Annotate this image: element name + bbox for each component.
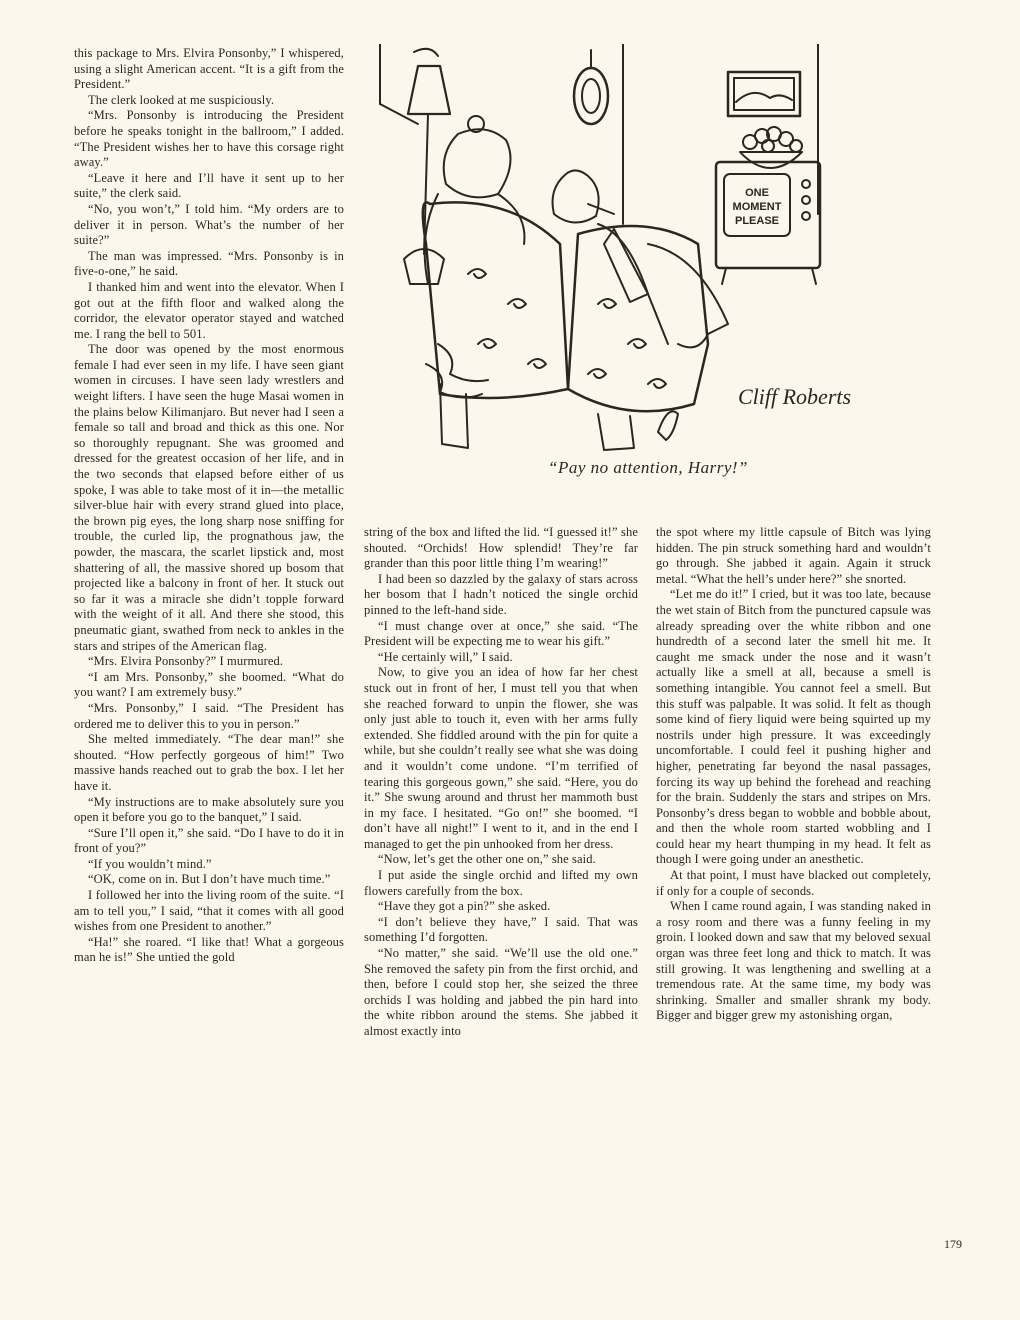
- paragraph: “I am Mrs. Ponsonby,” she boomed. “What do you want? I am extremely busy.”: [74, 669, 344, 700]
- paragraph: When I came round again, I was standing naked in a rosy room and there was a funny feeling in my groin. I looked down and saw that my beloved sexual organ was three feet long and thick to match. It was still growing. It was lengthening and swelling at a tremendous rate. At the same time, my body was shrinking. Smaller and smaller shrank my body. Bigger and bigger grew my astonishing organ,: [656, 899, 931, 1023]
- paragraph: “Now, let’s get the other one on,” she said.: [378, 852, 596, 867]
- cartoon-illustration: [378, 44, 864, 464]
- paragraph: “I must change over at once,” she said. “The President will be expecting me to wear his gift.”: [364, 618, 638, 649]
- tv-screen-line-3: PLEASE: [734, 215, 780, 227]
- paragraph: She melted immediately. “The dear man!” she shouted. “How perfectly gorgeous of him!” Two massive hands reached out to grab the box. I let her have it.: [74, 732, 344, 793]
- paragraph: Now, to give you an idea of how far her chest stuck out in front of her, I must tell you that when she reached forward to unpin the flower, she was only just able to touch it, even with her arms fully extended. She fiddled around with the pin for quite a while, but she couldn’t really see what she was doing and it wouldn’t come undone. “I’m terrified of tearing this gorgeous gown,” she said. “Here, you do it.” She swung around and thrust her mammoth bust in my face. I hesitated. “Go on!” she boomed. “I don’t have all night!” I went to it, and in the end I managed to get the pin unhooked from her dress.: [364, 665, 638, 851]
- tv-screen-line-1: ONE: [745, 187, 769, 199]
- article-column-1: [74, 46, 344, 966]
- paragraph: I put aside the single orchid and lifted my own flowers carefully from the box.: [364, 868, 638, 898]
- paragraph: this package to Mrs. Elvira Ponsonby,” I whispered, using a slight American accent. “It is a gift from the President.”: [74, 46, 344, 92]
- page-number: 179: [944, 1237, 962, 1251]
- paragraph: The man was impressed. “Mrs. Ponsonby is in five-o-one,” he said.: [74, 248, 344, 279]
- paragraph: The door was opened by the most enormous female I had ever seen in my life. I have seen giant women in circuses. I have seen lady wrestlers and weight lifters. I have seen the huge Masai women in the plains below Kilimanjaro. But never had I seen a female so tall and broad and thick as this one. Nor so thoroughly repugnant. She was groomed and dressed for the greatest occasion of her life, and in the two seconds that elapsed before either of us spoke, I was able to take most of it in—the metallic silver-blue hair with every strand glued into place, the brown pig eyes, the long sharp nose sniffing for trouble, the curled lip, the prognathous jaw, the powder, the mascara, the scarlet lipstick and, most shattering of all, the massive shored up bosom that projected like a balcony in front of her. It stuck out so far it was a miracle she didn’t topple forward with the weight of it all. And there she stood, this pneumatic giant, swathed from neck to ankles in the stars and stripes of the American flag.: [74, 342, 344, 653]
- paragraph: string of the box and lifted the lid. “I guessed it!” she shouted. “Orchids! How splendid! They’re far grander than this poor little thing I’m wearing!”: [364, 525, 638, 571]
- paragraph: “If you wouldn’t mind.”: [88, 856, 212, 871]
- paragraph: “He certainly will,” I said.: [378, 649, 513, 664]
- paragraph: “Let me do it!” I cried, but it was too late, because the wet stain of Bitch from the punctured capsule was already spreading over the white ribbon and one hundredth of a second later the smell hit me. It caught me smack under the nose and it wasn’t actually like a smell at all, because a smell is something intangible. You cannot feel a smell. But this stuff was palpable. It was solid. It felt as though some kind of fiery liquid were being squirted up my nostrils under high pressure. It was exceedingly uncomfortable. I could feel it pushing higher and higher, penetrating far beyond the nasal passages, forcing its way up behind the forehead and reaching for the brain. Suddenly the stars and stripes on Mrs. Ponsonby’s dress began to wobble and bobble about, and then the whole room started wobbling and I could hear my heart thumping in my head. It felt as though I were going under an anesthetic.: [656, 587, 931, 867]
- paragraph: “Sure I’ll open it,” she said. “Do I have to do it in front of you?”: [74, 825, 344, 856]
- paragraph: I had been so dazzled by the galaxy of stars across her bosom that I hadn’t noticed the single orchid pinned to the left-hand side.: [364, 571, 638, 617]
- paragraph: “My instructions are to make absolutely sure you open it before you go to the banquet,” I said.: [74, 794, 344, 825]
- paragraph: “Have they got a pin?” she asked.: [378, 899, 551, 914]
- tv-screen-line-2: MOMENT: [732, 201, 782, 213]
- paragraph: “Mrs. Ponsonby,” I said. “The President has ordered me to deliver this to you in person.”: [74, 700, 344, 731]
- paragraph: At that point, I must have blacked out completely, if only for a couple of seconds.: [656, 868, 931, 898]
- paragraph: “I don’t believe they have,” I said. That was something I’d forgotten.: [364, 914, 638, 945]
- cartoonist-signature: Cliff Roberts: [738, 384, 852, 409]
- paragraph: “Mrs. Elvira Ponsonby?” I murmured.: [88, 654, 284, 669]
- cartoon-caption: “Pay no attention, Harry!”: [548, 458, 748, 477]
- paragraph: The clerk looked at me suspiciously.: [88, 92, 275, 107]
- article-column-2: [364, 525, 638, 1040]
- paragraph: “Mrs. Ponsonby is introducing the President before he speaks tonight in the ballroom,” I added. “The President wishes her to have this corsage right away.”: [74, 108, 344, 170]
- paragraph: I thanked him and went into the elevator. When I got out at the fifth floor and walked along the corridor, the elevator operator stayed and watched me. I rang the bell to 501.: [74, 279, 344, 341]
- paragraph: “OK, come on in. But I don’t have much time.”: [88, 872, 331, 887]
- paragraph: the spot where my little capsule of Bitch was lying hidden. The pin struck something hard and wouldn’t go through. She jabbed it again. Again it struck metal. “What the hell’s under here?” she snorted.: [656, 525, 931, 586]
- paragraph: “No, you won’t,” I told him. “My orders are to deliver it in person. What’s the number of her suite?”: [74, 201, 344, 248]
- paragraph: I followed her into the living room of the suite. “I am to tell you,” I said, “that it comes with all good wishes from one President to another.”: [74, 888, 344, 934]
- paragraph: “Leave it here and I’ll have it sent up to her suite,” the clerk said.: [74, 170, 344, 201]
- article-column-3: [656, 525, 931, 1024]
- paragraph: “Ha!” she roared. “I like that! What a gorgeous man he is!” She untied the gold: [74, 934, 344, 965]
- paragraph: “No matter,” she said. “We’ll use the old one.” She removed the safety pin from the first orchid, and then, before I could stop her, she seized the three orchids I was holding and jabbed the pin hard into the white ribbon around the stems. She jabbed it almost exactly into: [364, 946, 638, 1038]
